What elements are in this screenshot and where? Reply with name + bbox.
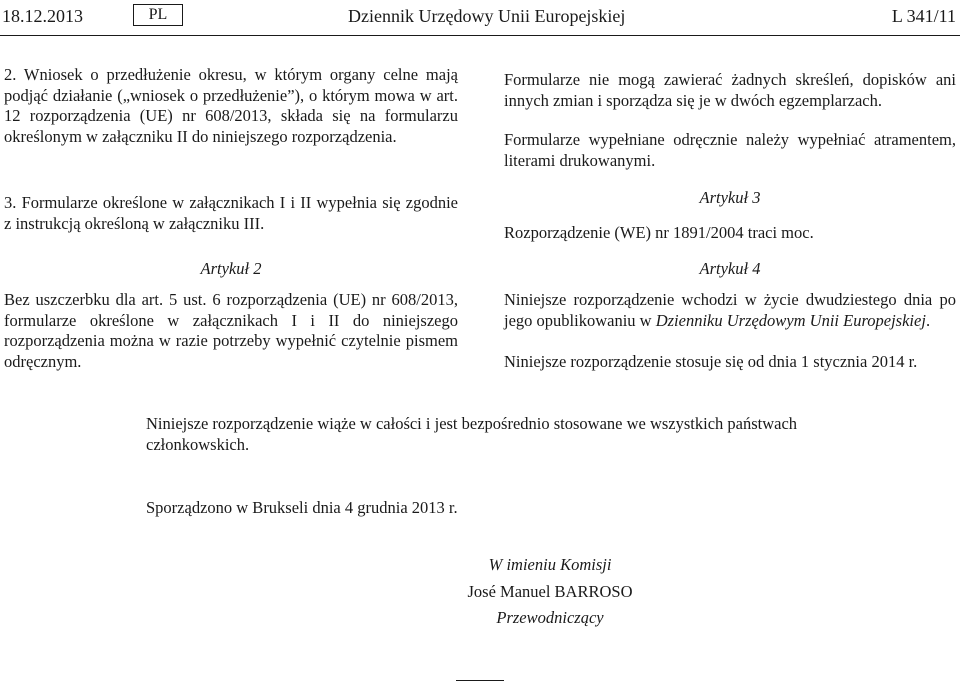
journal-title: Dziennik Urzędowy Unii Europejskiej (348, 6, 626, 26)
paragraph-3: 3. Formularze określone w załącznikach I i II wypełnia się zgodnie z instrukcją określoną w załączniku III. (4, 193, 458, 233)
article-4-text-block (504, 290, 956, 331)
article-3-text: Rozporządzenie (WE) nr 1891/2004 traci moc. (504, 223, 814, 242)
done-at-statement: Sporządzono w Brukseli dnia 4 grudnia 2013 r. (146, 498, 458, 517)
article-4-heading: Artykuł 4 (699, 259, 761, 278)
right-column-p2 (504, 130, 956, 171)
journal-name-italic: Dzienniku Urzędowym Unii Europejskiej (655, 310, 926, 330)
forms-handwritten: Formularze wypełniane odręcznie należy wypełniać atramentem, literami drukowanymi. (504, 130, 956, 170)
article-4-text: Niniejsze rozporządzenie wchodzi w życie dwudziestego dnia po jego opublikowaniu w Dzienniku Urzędowym Unii Europejskiej. (504, 290, 956, 330)
binding-statement: Niniejsze rozporządzenie wiąże w całości i jest bezpośrednio stosowane we wszystkich państwach członkowskich. (146, 414, 798, 454)
article-2-text: Bez uszczerbku dla art. 5 ust. 6 rozporządzenia (UE) nr 608/2013, formularze określone w załącznikach I i II do niniejszego rozporządzenia można w razie potrzeby wypełnić czytelnie pismem odręcznym. (4, 290, 458, 371)
right-column-p1 (504, 70, 956, 111)
article-4-application-date: Niniejsze rozporządzenie stosuje się od dnia 1 stycznia 2014 r. (504, 352, 918, 371)
header-divider (0, 35, 960, 36)
left-column (4, 65, 458, 147)
signatory-title: Przewodniczący (496, 608, 604, 627)
footer-rule (456, 680, 504, 681)
publication-date: 18.12.2013 (2, 6, 83, 26)
page-header (0, 4, 960, 32)
left-column-p3 (4, 193, 458, 234)
forms-no-corrections: Formularze nie mogą zawierać żadnych skreśleń, dopisków ani innych zmian i sporządza się je w dwóch egzemplarzach. (504, 70, 956, 110)
page-number: L 341/11 (891, 6, 956, 26)
signatory-name: José Manuel BARROSO (467, 582, 633, 601)
article-2-heading: Artykuł 2 (200, 259, 262, 278)
paragraph-2: 2. Wniosek o przedłużenie okresu, w którym organy celne mają podjąć działanie („wniosek o przedłużenie”), o którym mowa w art. 12 rozporządzenia (UE) nr 608/2013, składa się na formularzu określonym w załączniku II do niniejszego rozporządzenia. (4, 65, 458, 146)
article-2-text-block (4, 290, 458, 372)
article-3-heading: Artykuł 3 (699, 188, 761, 207)
language-badge: PL (133, 4, 183, 26)
on-behalf-of-commission: W imieniu Komisji (488, 555, 612, 574)
